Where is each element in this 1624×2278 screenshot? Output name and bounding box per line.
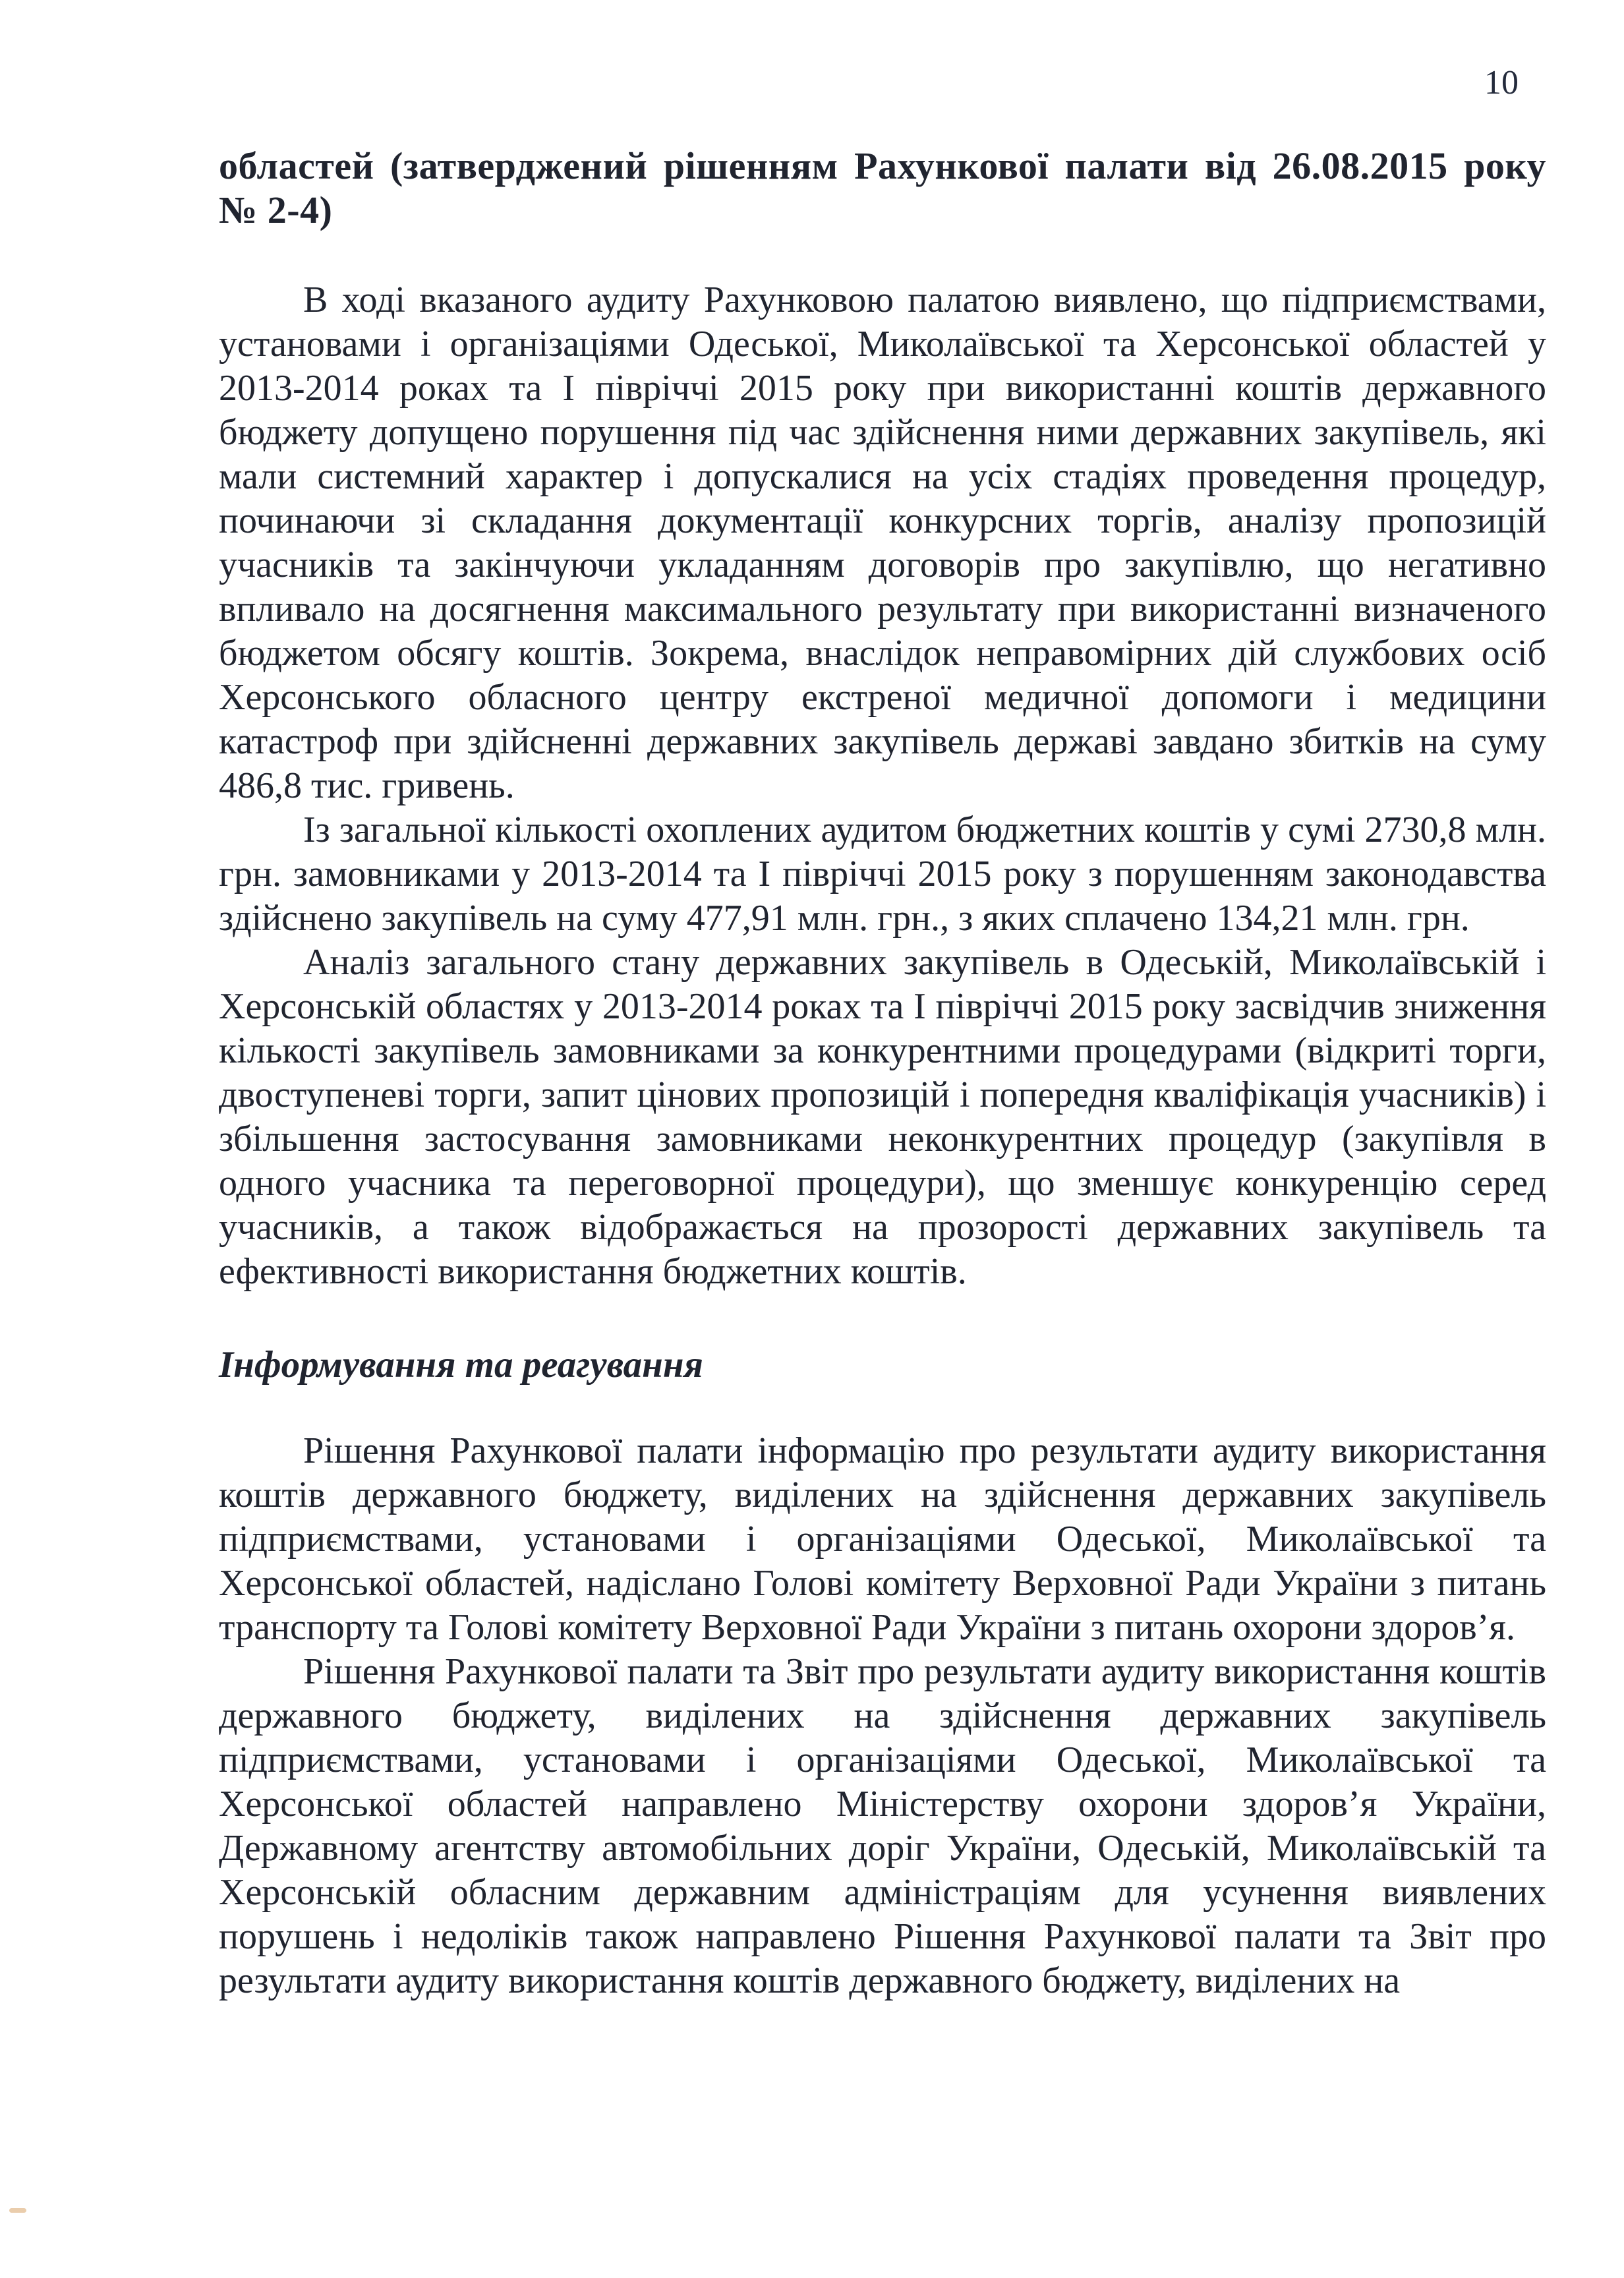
- paragraph-violation-amounts: Із загальної кількості охоплених аудитом бюджетних коштів у сумі 2730,8 млн. грн. замовниками у 2013-2014 та І півріччі 2015 року з порушенням законодавства здійснено закупівель на суму 477,91 млн. грн., з яких сплачено 134,21 млн. грн.: [219, 809, 1546, 939]
- document-heading: областей (затверджений рішенням Рахункової палати від 26.08.2015 року № 2-4): [219, 144, 1546, 231]
- section-subheading: Інформування та реагування: [219, 1344, 703, 1386]
- paragraph-rada-notification: Рішення Рахункової палати інформацію про результати аудиту використання коштів державного бюджету, виділених на здійснення державних закупівель підприємствами, установами і організаціями Одеської, Миколаївської та Херсонської областей, надіслано Голові комітету Верховної Ради України з питань транспорту та Голові комітету Верховної Ради України з питань охорони здоров’я.: [219, 1430, 1546, 1648]
- paragraph-report-distribution: Рішення Рахункової палати та Звіт про результати аудиту використання коштів державного бюджету, виділених на здійснення державних закупівель підприємствами, установами і організаціями Одеської, Миколаївської та Херсонської областей направлено Міністерству охорони здоров’я України, Державному агентству автомобільних доріг України, Одеській, Миколаївській та Херсонській обласним державним адміністраціям для усунення виявлених порушень і недоліків також направлено Рішення Рахункової палати та Звіт про результати аудиту використання коштів державного бюджету, виділених на: [219, 1651, 1546, 2001]
- scan-artifact-mark: [9, 2208, 26, 2213]
- paragraph-procurement-analysis: Аналіз загального стану державних закупівель в Одеській, Миколаївській і Херсонській областях у 2013-2014 роках та І півріччі 2015 року засвідчив зниження кількості закупівель замовниками за конкурентними процедурами (відкриті торги, двоступеневі торги, запит цінових пропозицій і попередня кваліфікація учасників) і збільшення застосування замовниками неконкурентних процедур (закупівля в одного учасника та переговорної процедури), що зменшує конкуренцію серед учасників, а також відображається на прозорості державних закупівель та ефективності використання бюджетних коштів.: [219, 942, 1546, 1292]
- paragraph-audit-findings: В ході вказаного аудиту Рахунковою палатою виявлено, що підприємствами, установами і організаціями Одеської, Миколаївської та Херсонської областей у 2013-2014 роках та І півріччі 2015 року при використанні коштів державного бюджету допущено порушення під час здійснення ними державних закупівель, які мали системний характер і допускалися на усіх стадіях проведення процедур, починаючи зі складання документації конкурсних торгів, аналізу пропозицій учасників та закінчуючи укладанням договорів про закупівлю, що негативно впливало на досягнення максимального результату при використанні визначеного бюджетом обсягу коштів. Зокрема, внаслідок неправомірних дій службових осіб Херсонського обласного центру екстреної медичної допомоги і медицини катастроф при здійсненні державних закупівель державі завдано збитків на суму 486,8 тис. гривень.: [219, 279, 1546, 806]
- page-number: 10: [1484, 64, 1519, 102]
- document-content: [219, 144, 1546, 2003]
